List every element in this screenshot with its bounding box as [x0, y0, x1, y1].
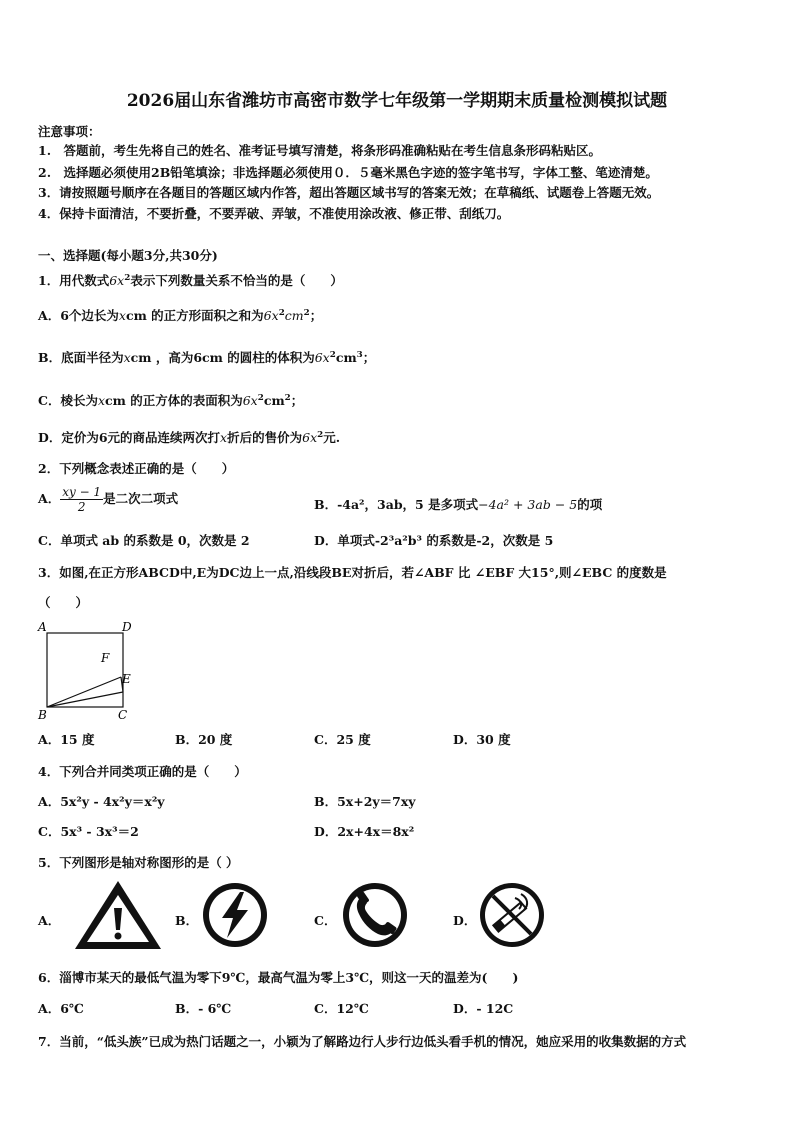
no-smoking-icon	[477, 880, 547, 950]
square-abcd	[47, 633, 123, 707]
phone-circle-icon	[340, 880, 410, 950]
question-1-option-c: C．棱长为xcm 的正方体的表面积为$6x^2cm^2$；	[38, 392, 304, 408]
question-4-option-b: B．5x+2y＝7xy	[314, 794, 416, 809]
question-2-option-a: A． $\frac{xy - 1}{2}$ 是二次二项式	[38, 485, 179, 514]
point-label-b: B	[38, 708, 47, 722]
point-label-e: E	[122, 672, 131, 686]
question-4-option-d: D．2x+4x＝8x²	[314, 824, 415, 839]
question-5-stem: 5．下列图形是轴对称图形的是（ ）	[38, 855, 239, 870]
question-2-option-b: B．-4a²，3ab，5 是多项式−4a² + 3ab − 5的项	[314, 497, 603, 512]
question-2-option-d: D．单项式-2³a²b³ 的系数是-2，次数是 5	[314, 533, 554, 548]
question-4-option-a: A．5x²y - 4x²y＝x²y	[38, 794, 165, 809]
segment-bf	[47, 677, 121, 707]
note-item: 1. 答题前，考生先将自己的姓名、准考证号填写清楚，将条形码准确粘贴在考生信息条形码粘贴区。	[38, 143, 602, 158]
section-heading: 一、选择题(每小题3分,共30分)	[38, 248, 218, 263]
warning-triangle-icon	[72, 878, 164, 952]
question-3-option-b: B．20 度	[175, 732, 233, 747]
question-5-label-a: A．	[38, 913, 61, 928]
question-6-stem: 6．淄博市某天的最低气温为零下9℃，最高气温为零上3℃，则这一天的温差为( )	[38, 970, 519, 985]
question-2-option-c: C．单项式 ab 的系数是 0，次数是 2	[38, 533, 250, 548]
question-1-option-a: A．6个边长为xcm 的正方形面积之和为$6x^2cm^2$；	[38, 307, 323, 323]
point-label-c: C	[118, 708, 128, 722]
fraction: $\frac{xy - 1}{2}$	[62, 485, 102, 514]
question-5-label-b: B．	[175, 913, 199, 928]
question-2-stem: 2．下列概念表述正确的是（ ）	[38, 461, 235, 476]
question-5-label-d: D．	[453, 913, 477, 928]
question-1-stem: 1．用代数式$6x^2$表示下列数量关系不恰当的是（ ）	[38, 272, 343, 288]
lightning-circle-icon	[200, 880, 270, 950]
point-label-f: F	[101, 651, 110, 665]
notes-header: 注意事项：	[38, 124, 101, 139]
question-7-stem: 7．当前，“低头族”已成为热门话题之一，小颖为了解路边行人步行边低头看手机的情况，她应采用的收集数据的方式	[38, 1034, 687, 1049]
point-label-d: D	[122, 620, 132, 634]
question-4-stem: 4．下列合并同类项正确的是（ ）	[38, 764, 247, 779]
question-5-label-c: C．	[314, 913, 337, 928]
question-6-option-c: C．12℃	[314, 1001, 369, 1016]
question-3-option-a: A．15 度	[38, 732, 95, 747]
question-6-option-d: D．- 12C	[453, 1001, 514, 1016]
note-item: 4．保持卡面清洁，不要折叠，不要弄破、弄皱，不准使用涂改液、修正带、刮纸刀。	[38, 206, 510, 221]
question-6-option-b: B．- 6℃	[175, 1001, 232, 1016]
question-1-option-d: D．定价为6元的商品连续两次打x折后的售价为$6x^2$元.	[38, 429, 341, 445]
question-3-option-c: C．25 度	[314, 732, 371, 747]
question-1-option-b: B．底面半径为xcm ，高为6cm 的圆柱的体积为$6x^2cm^3$；	[38, 349, 376, 365]
question-6-option-a: A．6℃	[38, 1001, 84, 1016]
question-3-stem: 3．如图,在正方形ABCD中,E为DC边上一点,沿线段BE对折后，若∠ABF 比 ∠EBF 大15°,则∠EBC 的度数是	[38, 565, 667, 580]
note-item: 2. 选择题必须使用2B铅笔填涂；非选择题必须使用０．５毫米黑色字迹的签字笔书写，字体工整、笔迹清楚。	[38, 165, 658, 180]
question-3-paren: （ ）	[38, 595, 89, 610]
note-item: 3．请按照题号顺序在各题目的答题区域内作答，超出答题区域书写的答案无效；在草稿纸、试题卷上答题无效。	[38, 185, 660, 200]
question-3-option-d: D．30 度	[453, 732, 511, 747]
point-label-a: A	[38, 620, 47, 634]
square-fold-diagram	[30, 616, 150, 722]
page-title: 2026届山东省潍坊市高密市数学七年级第一学期期末质量检测模拟试题	[126, 91, 668, 111]
question-4-option-c: C．5x³ - 3x³＝2	[38, 824, 139, 839]
segment-be	[47, 692, 123, 707]
